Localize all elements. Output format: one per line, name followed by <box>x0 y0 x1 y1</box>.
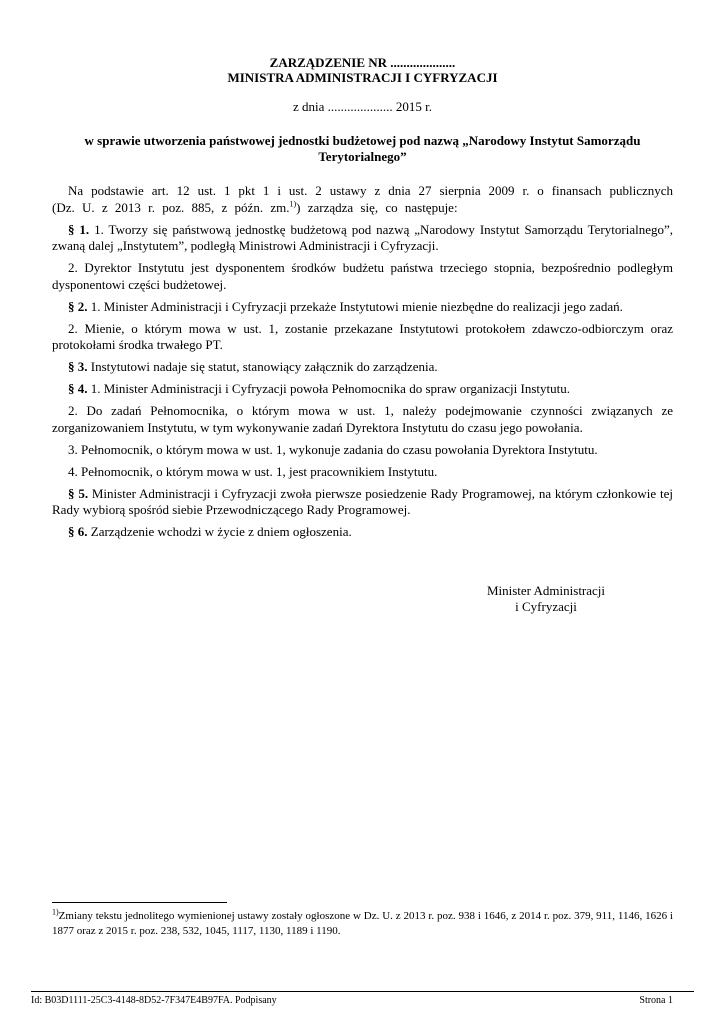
subject-line-2: Terytorialnego” <box>318 149 407 164</box>
section-label: § 6. <box>68 524 88 539</box>
section-label: § 3. <box>68 359 88 374</box>
footnote-divider <box>52 902 227 903</box>
document-date: z dnia .................... 2015 r. <box>292 99 432 114</box>
paragraph-text: 3. Pełnomocnik, o którym mowa w ust. 1, wykonuje zadania do czasu powołania Dyrektora Instytutu. <box>68 441 598 457</box>
section-label: § 1. <box>68 221 90 237</box>
paragraph-6 <box>52 524 673 541</box>
paragraph-text: 2. Do zadań Pełnomocnika, o którym mowa w ust. 1, należy podejmowanie czynności związanych ze zorganizowaniem Instytutu, w tym wykonywanie zadań Dyrektora Instytutu do czasu jego powołania. <box>52 403 673 435</box>
intro-text: Na podstawie art. 12 ust. 1 pkt 1 i ust. 2 ustawy z dnia 27 sierpnia 2009 r. o finansach publicznych (Dz. U. z 2013 r. poz. 885, z późn. zm. <box>52 183 673 215</box>
paragraph-text: 2. Mienie, o którym mowa w ust. 1, zostanie przekazane Instytutowi protokołem zdawczo-odbiorczym oraz protokołami środka trwałego PT. <box>52 320 673 352</box>
document-body <box>52 183 673 546</box>
title-line-1: ZARZĄDZENIE NR .................... <box>269 55 456 70</box>
footnote-marker: 1) <box>52 907 59 917</box>
paragraph-4-3 <box>52 442 673 459</box>
footnote-ref: 1) <box>289 199 297 209</box>
section-label: § 5. <box>68 485 89 501</box>
paragraph-text: 2. Dyrektor Instytutu jest dysponentem środków budżetu państwa trzeciego stopnia, bezpośrednio podległym dysponentowi części budżetowej. <box>52 260 673 292</box>
footnote-text: Zmiany tekstu jednolitego wymienionej ustawy zostały ogłoszone w Dz. U. z 2013 r. poz. 938 i 1646, z 2014 r. poz. 379, 911, 1146, 1626 i 1877 oraz z 2015 r. poz. 238, 532, 1045, 1117, 1130, 1189 i 1190. <box>52 910 673 937</box>
paragraph-4-4 <box>52 464 673 481</box>
document-id: Id: B03D1111-25C3-4148-8D52-7F347E4B97FA. Podpisany <box>31 995 277 1006</box>
page-number: Strona 1 <box>639 995 673 1006</box>
intro-paragraph <box>52 183 673 216</box>
signature-line-2: i Cyfryzacji <box>515 599 577 614</box>
signature-line-1: Minister Administracji <box>486 583 606 598</box>
paragraph-text: Minister Administracji i Cyfryzacji zwoła pierwsze posiedzenie Rady Programowej, na którym członkowie tej Rady wybiorą spośród siebie Przewodniczącego Rady Programowej. <box>52 485 673 517</box>
signature-block <box>456 583 636 615</box>
title-line-2: MINISTRA ADMINISTRACJI I CYFRYZACJI <box>227 70 498 85</box>
paragraph-text: Instytutowi nadaje się statut, stanowiący załącznik do zarządzenia. <box>90 359 438 374</box>
paragraph-3 <box>52 359 673 376</box>
document-title <box>52 55 673 85</box>
paragraph-2-2 <box>52 321 673 354</box>
footnote <box>52 909 673 939</box>
paragraph-text: 1. Tworzy się państwową jednostkę budżetową pod nazwą „Narodowy Instytut Samorządu Terytorialnego”, zwaną dalej „Instytutem”, podległą Ministrowi Administracji i Cyfryzacji. <box>52 221 673 253</box>
paragraph-text: 1. Minister Administracji i Cyfryzacji powoła Pełnomocnika do spraw organizacji Instytutu. <box>90 381 570 396</box>
intro-text-end: ) zarządza się, co następuje: <box>296 199 458 215</box>
paragraph-2-1 <box>52 299 673 316</box>
paragraph-text: Zarządzenie wchodzi w życie z dniem ogłoszenia. <box>90 524 352 539</box>
document-subject <box>52 133 673 165</box>
subject-line-1: w sprawie utworzenia państwowej jednostki budżetowej pod nazwą „Narodowy Instytut Samorządu <box>84 133 641 148</box>
section-label: § 4. <box>68 381 88 396</box>
paragraph-1-2 <box>52 260 673 293</box>
paragraph-4-1 <box>52 381 673 398</box>
paragraph-4-2 <box>52 403 673 436</box>
paragraph-5 <box>52 486 673 519</box>
paragraph-text: 4. Pełnomocnik, o którym mowa w ust. 1, jest pracownikiem Instytutu. <box>68 463 438 479</box>
section-label: § 2. <box>68 298 88 314</box>
paragraph-text: 1. Minister Administracji i Cyfryzacji przekaże Instytutowi mienie niezbędne do realizacji jego zadań. <box>90 298 623 314</box>
paragraph-1-1 <box>52 222 673 255</box>
footer-divider <box>31 991 694 992</box>
